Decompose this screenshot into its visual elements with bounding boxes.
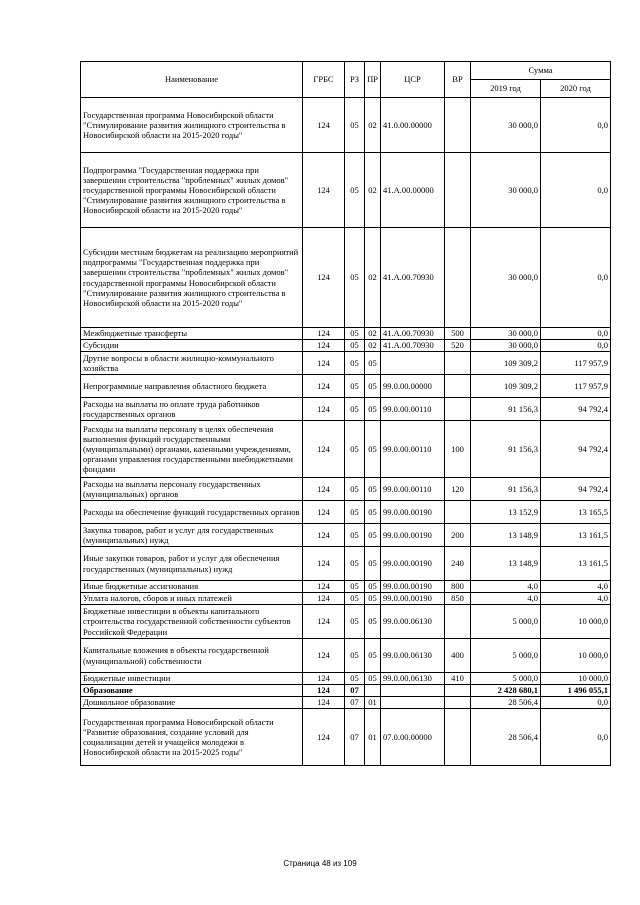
cell-sum-2019: 13 148,9 xyxy=(471,547,541,581)
cell-grbs: 124 xyxy=(303,352,345,375)
cell-rz: 05 xyxy=(345,547,365,581)
table-row xyxy=(81,352,611,375)
cell-sum-2019: 30 000,0 xyxy=(471,98,541,153)
cell-csr: 99.0.00.00190 xyxy=(381,593,445,605)
cell-vr xyxy=(445,605,471,639)
cell-sum-2019: 30 000,0 xyxy=(471,228,541,328)
cell-csr: 41.0.00.00000 xyxy=(381,98,445,153)
cell-rz: 05 xyxy=(345,501,365,524)
cell-name: Уплата налогов, сборов и иных платежей xyxy=(81,593,303,605)
cell-csr: 99.0.00.00110 xyxy=(381,421,445,478)
cell-rz: 05 xyxy=(345,375,365,398)
cell-vr xyxy=(445,398,471,421)
table-row xyxy=(81,593,611,605)
cell-rz: 07 xyxy=(345,709,365,766)
cell-csr: 99.0.00.00190 xyxy=(381,524,445,547)
cell-name: Образование xyxy=(81,685,303,697)
cell-name: Бюджетные инвестиции xyxy=(81,673,303,685)
header-sum: Сумма xyxy=(471,62,611,80)
cell-rz: 05 xyxy=(345,352,365,375)
cell-grbs: 124 xyxy=(303,228,345,328)
cell-sum-2020: 4,0 xyxy=(541,593,611,605)
cell-rz: 05 xyxy=(345,639,365,673)
cell-rz: 05 xyxy=(345,593,365,605)
cell-vr: 520 xyxy=(445,340,471,352)
header-grbs: ГРБС xyxy=(303,62,345,98)
cell-pr: 02 xyxy=(365,228,381,328)
cell-csr: 41.А.00.70930 xyxy=(381,328,445,340)
cell-grbs: 124 xyxy=(303,685,345,697)
cell-sum-2019: 91 156,3 xyxy=(471,478,541,501)
cell-csr: 99.0.00.00190 xyxy=(381,581,445,593)
cell-sum-2020: 94 792,4 xyxy=(541,398,611,421)
cell-pr: 05 xyxy=(365,524,381,547)
cell-sum-2020: 117 957,9 xyxy=(541,352,611,375)
cell-sum-2020: 117 957,9 xyxy=(541,375,611,398)
cell-pr: 05 xyxy=(365,547,381,581)
cell-pr: 05 xyxy=(365,581,381,593)
cell-vr: 120 xyxy=(445,478,471,501)
cell-sum-2019: 2 428 680,1 xyxy=(471,685,541,697)
cell-name: Другие вопросы в области жилищно-коммунального хозяйства xyxy=(81,352,303,375)
cell-csr: 99.0.00.06130 xyxy=(381,639,445,673)
cell-rz: 05 xyxy=(345,673,365,685)
table-row xyxy=(81,153,611,228)
cell-sum-2019: 4,0 xyxy=(471,581,541,593)
table-row xyxy=(81,328,611,340)
table-row xyxy=(81,421,611,478)
cell-pr: 05 xyxy=(365,421,381,478)
cell-sum-2019: 5 000,0 xyxy=(471,639,541,673)
cell-name: Расходы на выплаты персоналу в целях обеспечения выполнения функций государственными (муниципальными) органами, казенными учреждениями, органами управления государственными внебюджетными фондами xyxy=(81,421,303,478)
cell-sum-2019: 28 506,4 xyxy=(471,709,541,766)
cell-rz: 05 xyxy=(345,340,365,352)
cell-csr xyxy=(381,697,445,709)
cell-sum-2019: 5 000,0 xyxy=(471,673,541,685)
cell-name: Государственная программа Новосибирской области "Развитие образования, создание условий для социализации детей и учащейся молодежи в Новосибирской области на 2015-2025 годы" xyxy=(81,709,303,766)
cell-sum-2019: 30 000,0 xyxy=(471,328,541,340)
cell-grbs: 124 xyxy=(303,709,345,766)
cell-grbs: 124 xyxy=(303,639,345,673)
cell-name: Межбюджетные трансферты xyxy=(81,328,303,340)
cell-sum-2020: 0,0 xyxy=(541,228,611,328)
cell-pr: 05 xyxy=(365,673,381,685)
cell-name: Государственная программа Новосибирской области "Стимулирование развития жилищного строительства в Новосибирской области на 2015-2020 годы" xyxy=(81,98,303,153)
cell-pr: 05 xyxy=(365,501,381,524)
cell-rz: 07 xyxy=(345,697,365,709)
cell-name: Расходы на выплаты по оплате труда работников государственных органов xyxy=(81,398,303,421)
cell-pr: 02 xyxy=(365,328,381,340)
cell-rz: 05 xyxy=(345,228,365,328)
table-row xyxy=(81,501,611,524)
cell-grbs: 124 xyxy=(303,421,345,478)
cell-sum-2020: 13 161,5 xyxy=(541,524,611,547)
cell-name: Бюджетные инвестиции в объекты капитального строительства государственной собственности субъектов Российской Федерации xyxy=(81,605,303,639)
cell-pr: 05 xyxy=(365,375,381,398)
cell-grbs: 124 xyxy=(303,524,345,547)
cell-grbs: 124 xyxy=(303,697,345,709)
table-row xyxy=(81,398,611,421)
table-row xyxy=(81,639,611,673)
cell-pr: 05 xyxy=(365,478,381,501)
table-body xyxy=(81,98,611,766)
cell-grbs: 124 xyxy=(303,605,345,639)
cell-rz: 05 xyxy=(345,328,365,340)
cell-csr: 99.0.00.00110 xyxy=(381,398,445,421)
cell-grbs: 124 xyxy=(303,547,345,581)
cell-pr: 05 xyxy=(365,352,381,375)
cell-grbs: 124 xyxy=(303,581,345,593)
cell-pr: 02 xyxy=(365,98,381,153)
cell-pr: 01 xyxy=(365,709,381,766)
cell-vr xyxy=(445,228,471,328)
cell-vr: 200 xyxy=(445,524,471,547)
cell-csr: 99.0.00.06130 xyxy=(381,673,445,685)
cell-sum-2019: 30 000,0 xyxy=(471,340,541,352)
cell-pr: 05 xyxy=(365,605,381,639)
table-row xyxy=(81,524,611,547)
cell-csr: 41.А.00.70930 xyxy=(381,228,445,328)
cell-sum-2020: 10 000,0 xyxy=(541,605,611,639)
cell-csr: 99.0.00.00190 xyxy=(381,501,445,524)
cell-pr: 05 xyxy=(365,593,381,605)
cell-rz: 05 xyxy=(345,524,365,547)
header-name: Наименование xyxy=(81,62,303,98)
header-vr: ВР xyxy=(445,62,471,98)
table-row xyxy=(81,709,611,766)
cell-name: Капитальные вложения в объекты государственной (муниципальной) собственности xyxy=(81,639,303,673)
table-row xyxy=(81,228,611,328)
cell-csr: 99.0.00.00190 xyxy=(381,547,445,581)
cell-rz: 05 xyxy=(345,605,365,639)
cell-grbs: 124 xyxy=(303,501,345,524)
cell-sum-2020: 0,0 xyxy=(541,340,611,352)
cell-grbs: 124 xyxy=(303,340,345,352)
cell-sum-2019: 13 148,9 xyxy=(471,524,541,547)
cell-sum-2020: 0,0 xyxy=(541,328,611,340)
table-row xyxy=(81,685,611,697)
cell-name: Расходы на обеспечение функций государственных органов xyxy=(81,501,303,524)
cell-vr xyxy=(445,501,471,524)
cell-grbs: 124 xyxy=(303,673,345,685)
table-row xyxy=(81,98,611,153)
cell-vr: 400 xyxy=(445,639,471,673)
table-row xyxy=(81,605,611,639)
cell-name: Закупка товаров, работ и услуг для государственных (муниципальных) нужд xyxy=(81,524,303,547)
cell-csr xyxy=(381,352,445,375)
cell-sum-2020: 10 000,0 xyxy=(541,673,611,685)
header-year-2019: 2019 год xyxy=(471,80,541,98)
cell-csr: 41.А.00.00000 xyxy=(381,153,445,228)
cell-name: Дошкольное образование xyxy=(81,697,303,709)
header-csr: ЦСР xyxy=(381,62,445,98)
table-row xyxy=(81,697,611,709)
table-row xyxy=(81,478,611,501)
cell-grbs: 124 xyxy=(303,328,345,340)
cell-sum-2019: 91 156,3 xyxy=(471,398,541,421)
cell-name: Иные бюджетные ассигнования xyxy=(81,581,303,593)
cell-sum-2019: 109 309,2 xyxy=(471,352,541,375)
cell-pr: 02 xyxy=(365,153,381,228)
cell-name: Иные закупки товаров, работ и услуг для обеспечения государственных (муниципальных) нужд xyxy=(81,547,303,581)
cell-vr xyxy=(445,685,471,697)
table-row xyxy=(81,547,611,581)
cell-rz: 05 xyxy=(345,478,365,501)
cell-csr xyxy=(381,685,445,697)
cell-sum-2019: 4,0 xyxy=(471,593,541,605)
cell-csr: 41.А.00.70930 xyxy=(381,340,445,352)
cell-csr: 99.0.00.00110 xyxy=(381,478,445,501)
cell-sum-2019: 109 309,2 xyxy=(471,375,541,398)
header-pr: ПР xyxy=(365,62,381,98)
cell-grbs: 124 xyxy=(303,98,345,153)
cell-grbs: 124 xyxy=(303,153,345,228)
cell-sum-2019: 91 156,3 xyxy=(471,421,541,478)
cell-name: Подпрограмма "Государственная поддержка при завершении строительства "проблемных" жилых домов" государственной программы Новосибирской области "Стимулирование развития жилищного строительства в Новосибирской области на 2015-2020 годы" xyxy=(81,153,303,228)
cell-rz: 05 xyxy=(345,581,365,593)
cell-sum-2020: 4,0 xyxy=(541,581,611,593)
table-row xyxy=(81,581,611,593)
table-row xyxy=(81,375,611,398)
header-rz: РЗ xyxy=(345,62,365,98)
cell-name: Субсидии местным бюджетам на реализацию мероприятий подпрограммы "Государственная поддержка при завершении строительства "проблемных" жилых домов" государственной программы Новосибирской области "Стимулирование развития жилищного строительства в Новосибирской области на 2015-2020 годы" xyxy=(81,228,303,328)
cell-vr: 500 xyxy=(445,328,471,340)
cell-sum-2020: 94 792,4 xyxy=(541,421,611,478)
cell-vr: 100 xyxy=(445,421,471,478)
cell-vr xyxy=(445,153,471,228)
cell-name: Непрограммные направления областного бюджета xyxy=(81,375,303,398)
cell-name: Расходы на выплаты персоналу государственных (муниципальных) органов xyxy=(81,478,303,501)
cell-rz: 05 xyxy=(345,398,365,421)
cell-sum-2020: 10 000,0 xyxy=(541,639,611,673)
cell-sum-2019: 28 506,4 xyxy=(471,697,541,709)
cell-vr: 850 xyxy=(445,593,471,605)
table-row xyxy=(81,673,611,685)
page-number: Страница 48 из 109 xyxy=(283,859,357,868)
cell-vr xyxy=(445,98,471,153)
header-year-2020: 2020 год xyxy=(541,80,611,98)
cell-pr: 02 xyxy=(365,340,381,352)
cell-pr: 05 xyxy=(365,639,381,673)
cell-vr: 240 xyxy=(445,547,471,581)
cell-rz: 05 xyxy=(345,98,365,153)
cell-sum-2020: 94 792,4 xyxy=(541,478,611,501)
cell-sum-2019: 13 152,9 xyxy=(471,501,541,524)
cell-pr xyxy=(365,685,381,697)
cell-sum-2020: 0,0 xyxy=(541,709,611,766)
table-row xyxy=(81,340,611,352)
cell-name: Субсидии xyxy=(81,340,303,352)
budget-table xyxy=(80,61,611,766)
cell-sum-2020: 1 496 055,1 xyxy=(541,685,611,697)
cell-sum-2020: 0,0 xyxy=(541,697,611,709)
cell-vr xyxy=(445,709,471,766)
cell-rz: 07 xyxy=(345,685,365,697)
cell-rz: 05 xyxy=(345,153,365,228)
cell-grbs: 124 xyxy=(303,593,345,605)
cell-sum-2020: 13 165,5 xyxy=(541,501,611,524)
cell-grbs: 124 xyxy=(303,398,345,421)
cell-sum-2020: 0,0 xyxy=(541,98,611,153)
cell-vr: 800 xyxy=(445,581,471,593)
cell-rz: 05 xyxy=(345,421,365,478)
cell-vr xyxy=(445,352,471,375)
cell-csr: 07.0.00.00000 xyxy=(381,709,445,766)
cell-vr xyxy=(445,697,471,709)
cell-grbs: 124 xyxy=(303,478,345,501)
cell-csr: 99.0.00.06130 xyxy=(381,605,445,639)
cell-grbs: 124 xyxy=(303,375,345,398)
cell-pr: 01 xyxy=(365,697,381,709)
cell-sum-2019: 30 000,0 xyxy=(471,153,541,228)
cell-sum-2019: 5 000,0 xyxy=(471,605,541,639)
cell-vr xyxy=(445,375,471,398)
cell-csr: 99.0.00.00000 xyxy=(381,375,445,398)
cell-vr: 410 xyxy=(445,673,471,685)
cell-sum-2020: 13 161,5 xyxy=(541,547,611,581)
cell-pr: 05 xyxy=(365,398,381,421)
cell-sum-2020: 0,0 xyxy=(541,153,611,228)
